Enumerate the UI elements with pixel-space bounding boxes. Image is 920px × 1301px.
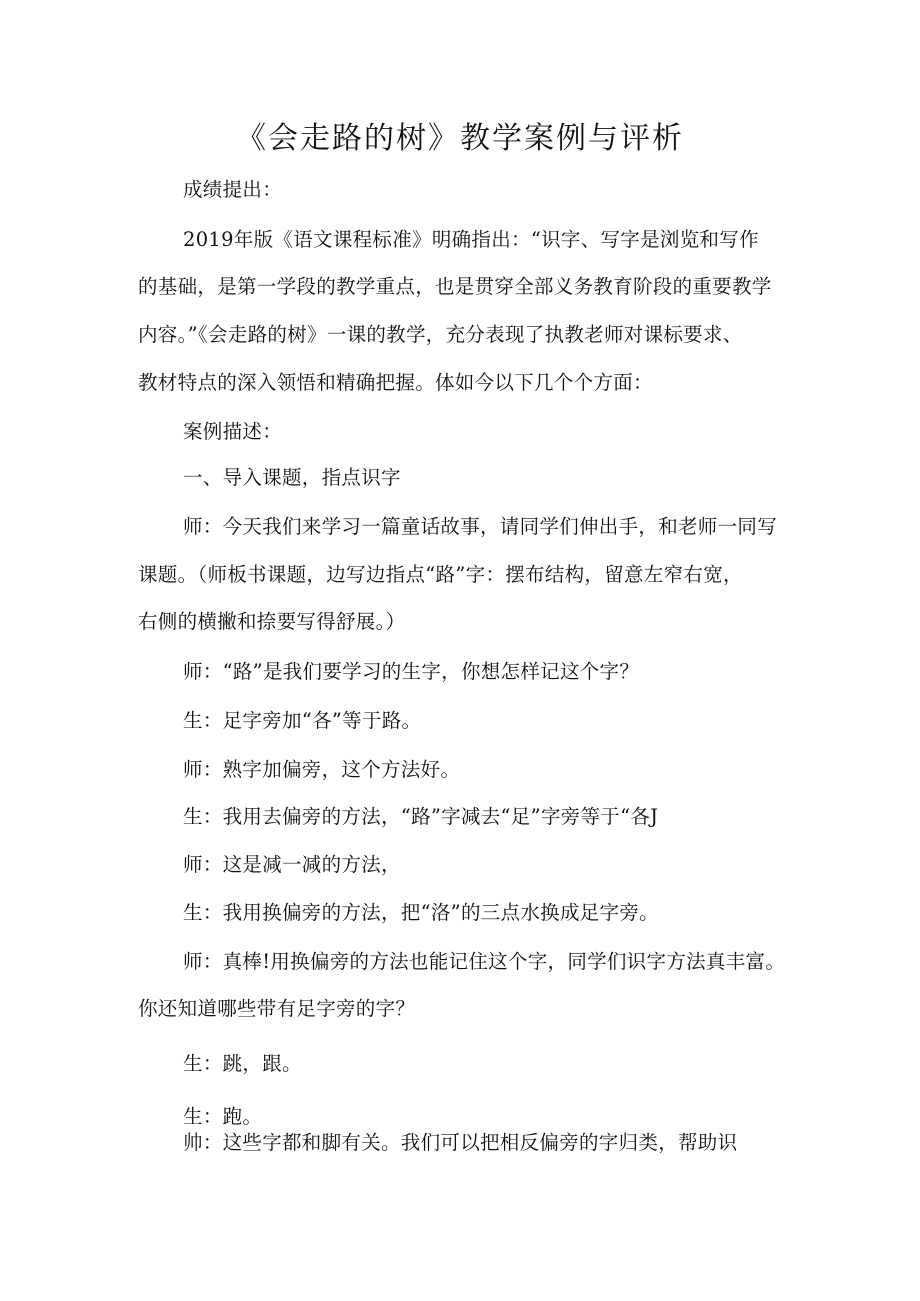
paragraph-line: 案例描述： bbox=[183, 420, 283, 443]
paragraph-line: 生：我用换偏旁的方法，把“洛”的三点水换成足字旁。 bbox=[183, 901, 659, 924]
paragraph-line: 生：足字旁加“各”等于路。 bbox=[183, 709, 422, 732]
document-title: 《会走路的树》教学案例与评析 bbox=[236, 121, 684, 156]
paragraph-line: 内容。”《会走路的树》一课的教学，充分表现了执教老师对课标要求、 bbox=[138, 323, 743, 346]
paragraph-line: 师：熟字加偏旁，这个方法好。 bbox=[183, 758, 461, 781]
paragraph-line: 成绩提出： bbox=[183, 178, 283, 201]
paragraph-line: 2019年版《语文课程标准》明确指出：“识字、写字是浏览和写作 bbox=[183, 228, 759, 251]
paragraph-line: 生：跑。 bbox=[183, 1105, 263, 1128]
paragraph-line: 右侧的横撇和捺要写得舒展。） bbox=[138, 610, 406, 633]
section-heading: 一、导入课题，指点识字 bbox=[183, 466, 401, 489]
paragraph-line: 的基础，是第一学段的教学重点，也是贯穿全部义务教育阶段的重要教学 bbox=[138, 275, 772, 298]
paragraph-line: 生：我用去偏旁的方法，“路”字减去“足”字旁等于“各J bbox=[183, 805, 659, 828]
paragraph-line: 师：真棒!用换偏旁的方法也能记住这个字，同学们识字方法真丰富。 bbox=[183, 950, 786, 973]
paragraph-line: 帅：这些字都和脚有关。我们可以把相反偏旁的字归类，帮助识 bbox=[183, 1131, 738, 1154]
paragraph-line: 你还知道哪些带有足字旁的字？ bbox=[138, 997, 416, 1020]
paragraph-line: 生：跳，跟。 bbox=[183, 1052, 302, 1075]
paragraph-line: 师：“路”是我们要学习的生字，你想怎样记这个字？ bbox=[183, 660, 640, 683]
paragraph-line: 师：这是减一减的方法， bbox=[183, 853, 401, 876]
paragraph-line: 教材特点的深入领悟和精确把握。体如今以下几个个方面： bbox=[138, 371, 653, 394]
paragraph-line: 课题。（师板书课题，边写边指点“路”字：摆布结构，留意左窄右宽， bbox=[138, 563, 743, 586]
paragraph-line: 师：今天我们来学习一篇童话故事，请同学们伸出手，和老师一同写 bbox=[183, 515, 778, 538]
